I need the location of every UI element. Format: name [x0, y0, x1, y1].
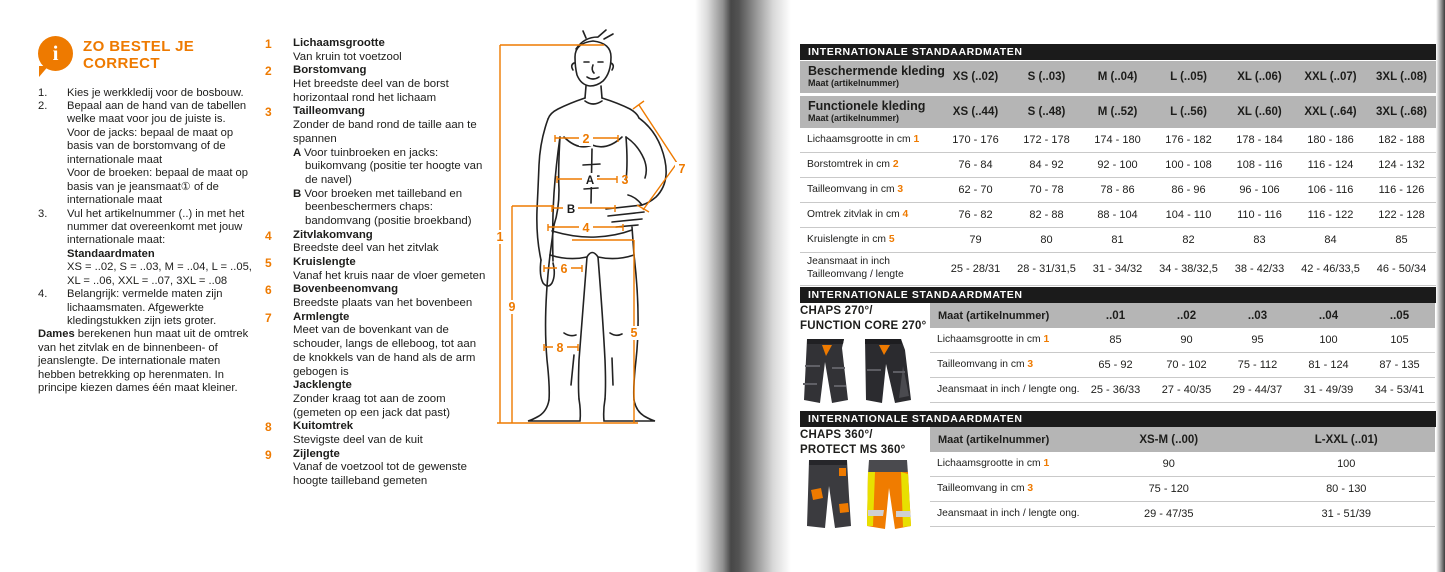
table-row	[800, 128, 1437, 153]
figure-label-5: 5	[630, 326, 638, 340]
chaps-270-sizes-table	[930, 303, 1435, 403]
measure-item	[265, 64, 487, 105]
size-column-header: ..01	[1105, 309, 1126, 322]
size-value: 116 - 126	[1378, 184, 1425, 196]
chaps-360-product-title	[800, 428, 905, 458]
measure-item	[265, 448, 487, 489]
measure-number: 7	[265, 310, 272, 325]
measure-sub: A Voor tuinbroeken en jacks: buikomvang (positie ter hoogte van de navel)	[293, 146, 483, 186]
measure-body	[293, 105, 487, 228]
size-value: 90	[1162, 458, 1175, 470]
instruction-line: Belangrijk: vermelde maten zijn lichaamsmaten. Afgewerkte kledingstukken zijn iets groter.	[67, 288, 223, 328]
size-value: 29 - 44/37	[1232, 384, 1283, 396]
size-value: 106 - 116	[1307, 184, 1354, 196]
measure-name: Kruislengte	[293, 256, 356, 268]
row-label-text: Tailleomvang in cm	[937, 482, 1025, 494]
table-row	[930, 353, 1435, 378]
measure-description: Vanaf het kruis naar de vloer gemeten	[293, 269, 486, 282]
measure-sub: B Voor broeken met tailleband en beenbeschermers chaps: bandomvang (positie broekband)	[293, 187, 472, 227]
instruction-line: XS = ..02, S = ..03, M = ..04, L = ..05, XL = ..06, XXL = ..07, 3XL = ..08	[67, 261, 252, 287]
table-header-row	[800, 61, 1437, 93]
size-column-header: XS (..44)	[952, 106, 999, 118]
size-column-header: 3XL (..08)	[1376, 71, 1427, 83]
size-column-header: XS-M (..00)	[1139, 433, 1199, 446]
row-label	[930, 356, 1080, 375]
size-value: 116 - 124	[1307, 159, 1354, 171]
measure-description: Meet van de bovenkant van de schouder, langs de elleboog, tot aan de knokkels van de hand als de arm gebogen is	[293, 324, 477, 378]
table1-title-bar: INTERNATIONALE STANDAARDMATEN	[800, 44, 1437, 60]
measure-ref-number: 1	[1040, 333, 1050, 345]
size-column-header: ..04	[1318, 309, 1339, 322]
size-column-header: 3XL (..68)	[1376, 106, 1427, 118]
figure-label-4: 4	[582, 221, 590, 235]
size-value: 82	[1182, 234, 1195, 246]
size-value: 90	[1180, 334, 1193, 346]
how-to-order-section	[38, 36, 254, 396]
measure-item	[265, 37, 487, 64]
measure-name: Zitvlakomvang	[293, 228, 373, 241]
instruction-item	[38, 87, 254, 100]
row-label-text2: Tailleomvang / lengte	[807, 268, 904, 280]
size-value: 38 - 42/33	[1234, 262, 1285, 275]
row-label	[800, 181, 940, 200]
row-label-text: Kruislengte in cm	[807, 233, 886, 245]
size-column-header: L (..05)	[1170, 71, 1207, 83]
instruction-text	[67, 100, 254, 208]
instruction-number: 1.	[38, 86, 48, 99]
measure-description: Breedste deel van het zitvlak	[293, 242, 439, 255]
row-label-text: Lichaamsgrootte in cm	[807, 133, 911, 145]
page-title-line1: ZO BESTEL JE	[83, 38, 195, 55]
size-value: 96 - 106	[1239, 184, 1280, 196]
size-value: 95	[1251, 334, 1264, 346]
measure-number: 1	[265, 37, 272, 51]
measure-number: 2	[265, 64, 272, 79]
dames-note-lead: Dames	[38, 328, 75, 341]
measure-body	[293, 311, 487, 421]
measure-number: 4	[265, 228, 272, 243]
standard-sizes-table	[800, 61, 1437, 286]
size-value: 78 - 86	[1100, 184, 1135, 196]
trouser-hivis-view	[867, 460, 911, 529]
measure-sub-letter: A	[293, 146, 304, 159]
trouser-dark-view	[807, 460, 851, 528]
measure-body	[293, 229, 487, 256]
page-title	[83, 36, 194, 73]
table-header-label: Maat (artikelnummer)	[938, 309, 1050, 322]
row-label-text: Jeansmaat in inch	[807, 256, 890, 267]
size-value: 76 - 84	[958, 159, 993, 171]
measure-name: Jacklengte	[293, 379, 352, 392]
row-label	[930, 505, 1080, 524]
row-label	[930, 331, 1080, 350]
measure-ref-number: 1	[910, 133, 920, 145]
size-column-header: M (..04)	[1097, 71, 1138, 83]
measure-description: Het breedste deel van de borst horizontaal rond het lichaam	[293, 78, 449, 104]
page-right-edge-shadow	[1436, 0, 1445, 572]
size-value: 70 - 78	[1029, 184, 1064, 196]
size-value: 25 - 36/33	[1090, 384, 1141, 396]
chaps-360-sizes-table	[930, 427, 1435, 527]
size-value: 83	[1253, 234, 1266, 246]
page-title-line2: CORRECT	[83, 54, 160, 72]
measure-body	[293, 37, 487, 64]
measure-ref-number: 1	[1040, 457, 1050, 469]
size-value: 105	[1390, 334, 1409, 346]
size-value: 85	[1109, 334, 1122, 346]
row-label	[930, 480, 1080, 499]
row-label	[800, 156, 940, 175]
size-column-header: L (..56)	[1170, 106, 1207, 118]
size-value: 124 - 132	[1378, 159, 1425, 171]
table-row	[930, 452, 1435, 477]
size-value: 75 - 120	[1148, 483, 1189, 495]
size-value: 34 - 38/32,5	[1159, 262, 1218, 275]
figure-label-A: A	[585, 175, 595, 187]
measure-item	[265, 283, 487, 310]
figure-label-B: B	[566, 204, 576, 216]
info-icon	[38, 36, 73, 71]
size-value: 100	[1337, 458, 1356, 470]
instruction-line: Bepaal aan de hand van de tabellen welke maat voor jou de juiste is.	[67, 100, 247, 126]
measure-number: 3	[265, 105, 272, 120]
size-value: 65 - 92	[1098, 359, 1133, 371]
measure-name: Bovenbeenomvang	[293, 283, 399, 296]
size-value: 27 - 40/35	[1161, 384, 1212, 396]
size-value: 76 - 82	[958, 209, 993, 221]
measure-item	[265, 311, 487, 421]
measure-name: Zijlengte	[293, 447, 340, 460]
size-value: 70 - 102	[1166, 359, 1207, 371]
instruction-number: 2.	[38, 100, 48, 113]
row-label-text: Omtrek zitvlak in cm	[807, 208, 900, 220]
row-label	[800, 206, 940, 225]
ordering-instructions-list	[38, 87, 254, 329]
instruction-text	[67, 288, 254, 328]
chaps-360-title-line1: CHAPS 360°/	[800, 429, 873, 441]
row-label	[930, 455, 1080, 474]
size-value: 84 - 92	[1029, 159, 1064, 171]
size-column-header: ..02	[1176, 309, 1197, 322]
table-header-label	[800, 100, 940, 124]
table-header-row	[930, 427, 1435, 452]
instruction-item	[38, 208, 254, 289]
instruction-line: Voor de jacks: bepaal de maat op basis van de borstomvang of de internationale maat	[67, 126, 234, 166]
instruction-item	[38, 288, 254, 328]
size-value: 81	[1111, 234, 1124, 246]
size-column-header: L-XXL (..01)	[1314, 433, 1378, 446]
row-label	[800, 253, 940, 285]
size-value: 92 - 100	[1097, 159, 1138, 171]
measure-name: Armlengte	[293, 310, 350, 323]
row-label-text: Tailleomvang in cm	[937, 358, 1025, 370]
measure-description: Stevigste deel van de kuit	[293, 433, 423, 446]
instruction-line: Standaardmaten	[67, 247, 155, 260]
measure-description: Vanaf de voetzool tot de gewenste hoogte tailleband gemeten	[293, 461, 467, 487]
size-column-header: ..05	[1389, 309, 1410, 322]
table3-title-bar: INTERNATIONALE STANDAARDMATEN	[800, 411, 1437, 427]
measure-ref-number: 3	[894, 183, 904, 195]
measure-number: 8	[265, 420, 272, 435]
measure-number: 9	[265, 447, 272, 462]
size-column-header: XXL (..07)	[1304, 71, 1357, 83]
table-row	[930, 477, 1435, 502]
row-label	[800, 231, 940, 250]
size-value: 31 - 51/39	[1321, 508, 1372, 520]
size-value: 108 - 116	[1236, 159, 1283, 171]
info-icon-glyph: i	[52, 40, 59, 65]
table-row	[930, 502, 1435, 527]
size-value: 31 - 34/32	[1092, 262, 1143, 275]
row-label-text: Lichaamsgrootte in cm	[937, 333, 1041, 345]
chaps-270-image-svg	[799, 336, 917, 406]
size-value: 86 - 96	[1171, 184, 1206, 196]
figure-label-8: 8	[556, 341, 564, 355]
table-header-label	[800, 64, 945, 89]
measure-item	[265, 229, 487, 256]
size-value: 82 - 88	[1029, 209, 1064, 221]
size-column-header: ..03	[1247, 309, 1268, 322]
measure-sub-letter: B	[293, 187, 305, 200]
table-row	[800, 203, 1437, 228]
size-value: 31 - 49/39	[1303, 384, 1354, 396]
table2-title-bar: INTERNATIONALE STANDAARDMATEN	[800, 287, 1437, 303]
size-value: 104 - 110	[1165, 209, 1212, 221]
size-value: 170 - 176	[952, 134, 999, 146]
chaps-270-title-line2: FUNCTION CORE 270°	[800, 319, 927, 332]
instruction-line: Voor de broeken: bepaal de maat op basis van je jeansmaat① of de internationale maat	[67, 167, 248, 207]
table-row	[800, 253, 1437, 286]
table-header-row	[800, 96, 1437, 128]
instruction-line: Vul het artikelnummer (..) in met het nummer dat overeenkomt met jouw internationale maat:	[67, 207, 245, 247]
size-value: 62 - 70	[958, 184, 993, 196]
size-column-header: XL (..06)	[1237, 71, 1282, 83]
figure-label-7: 7	[678, 162, 686, 176]
header-title: Beschermende kleding	[808, 64, 945, 79]
row-label-text: Jeansmaat in inch / lengte ong.	[937, 507, 1080, 519]
size-value: 80 - 130	[1326, 483, 1367, 495]
size-value: 34 - 53/41	[1374, 384, 1425, 396]
measure-number: 6	[265, 283, 272, 298]
row-label	[800, 131, 940, 150]
size-column-header: M (..52)	[1097, 106, 1138, 118]
measure-ref-number: 2	[889, 158, 899, 170]
figure-label-3: 3	[621, 173, 629, 187]
table-row	[800, 153, 1437, 178]
figure-label-6: 6	[560, 262, 568, 276]
instruction-number: 4.	[38, 288, 48, 301]
table-header-row	[930, 303, 1435, 328]
instruction-item	[38, 100, 254, 208]
chaps-360-title-line2: PROTECT MS 360°	[800, 443, 906, 456]
measure-ref-number: 3	[1024, 482, 1034, 494]
size-value: 180 - 186	[1307, 134, 1354, 146]
measure-name: Lichaamsgrootte	[293, 37, 385, 49]
table-row	[800, 228, 1437, 253]
instruction-text	[67, 208, 254, 289]
header-subtitle: Maat (artikelnummer)	[808, 112, 900, 123]
chaps-360-image-svg	[799, 456, 921, 532]
measure-ref-number: 5	[885, 233, 895, 245]
size-value: 110 - 116	[1237, 209, 1282, 221]
measure-name: Borstomvang	[293, 64, 367, 77]
figure-label-9: 9	[508, 300, 516, 314]
row-label-text: Borstomtrek in cm	[807, 158, 890, 170]
instruction-line: Kies je werkkledij voor de bosbouw.	[67, 86, 244, 99]
size-value: 172 - 178	[1023, 134, 1070, 146]
instruction-text	[67, 87, 254, 100]
size-value: 116 - 122	[1307, 209, 1354, 221]
figure-label-1: 1	[496, 230, 504, 244]
size-value: 176 - 182	[1165, 134, 1212, 146]
measure-number: 5	[265, 256, 272, 270]
section-header	[38, 36, 254, 73]
measure-body	[293, 283, 487, 310]
chaps-360-product-image	[799, 456, 921, 537]
size-value: 29 - 47/35	[1143, 508, 1194, 520]
measure-description: Van kruin tot voetzool	[293, 50, 402, 63]
measure-item	[265, 420, 487, 447]
row-label	[930, 381, 1080, 400]
size-value: 174 - 180	[1094, 134, 1141, 146]
row-label-text: Jeansmaat in inch / lengte ong.	[937, 383, 1080, 395]
measure-description: Zonder de band rond de taille aan te spannen	[293, 119, 477, 145]
dames-note	[38, 328, 254, 395]
instruction-number: 3.	[38, 207, 48, 220]
chaps-270-title-line1: CHAPS 270°/	[800, 305, 873, 317]
chaps-270-product-title	[800, 304, 926, 334]
body-measurement-diagram	[486, 25, 708, 437]
size-column-header: S (..03)	[1027, 71, 1066, 83]
measure-item	[265, 256, 487, 283]
size-value: 25 - 28/31	[950, 262, 1001, 275]
table-row	[930, 378, 1435, 403]
page-spine-shadow	[695, 0, 795, 572]
row-label-text: Lichaamsgrootte in cm	[937, 457, 1041, 469]
figure-label-2: 2	[582, 132, 590, 146]
size-value: 81 - 124	[1308, 359, 1349, 371]
header-title: Functionele kleding	[808, 99, 926, 114]
size-column-header: XL (..60)	[1237, 106, 1282, 118]
measure-body	[293, 420, 487, 447]
measure-ref-number: 4	[899, 208, 909, 220]
size-value: 178 - 184	[1236, 134, 1283, 146]
table-row	[800, 178, 1437, 203]
size-value: 85	[1395, 234, 1408, 246]
size-value: 88 - 104	[1097, 209, 1138, 221]
measure-body	[293, 64, 487, 105]
size-value: 75 - 112	[1237, 359, 1278, 371]
measure-body	[293, 256, 487, 283]
size-value: 87 - 135	[1379, 359, 1420, 371]
chaps-270-product-image	[799, 336, 917, 411]
chap-front-view	[803, 339, 848, 403]
size-value: 122 - 128	[1378, 209, 1425, 221]
chap-side-view	[865, 339, 911, 403]
measure-body	[293, 448, 487, 489]
human-figure-outline	[528, 30, 666, 421]
table-row	[930, 328, 1435, 353]
measure-ref-number: 3	[1024, 358, 1034, 370]
size-value: 79	[969, 234, 982, 246]
row-label-text: Tailleomvang in cm	[807, 183, 895, 195]
size-value: 80	[1040, 234, 1053, 246]
size-value: 42 - 46/33,5	[1301, 262, 1360, 275]
measure-name: Tailleomvang	[293, 105, 365, 118]
measure-name: Kuitomtrek	[293, 420, 354, 433]
measure-item	[265, 105, 487, 228]
size-value: 84	[1324, 234, 1337, 246]
size-value: 46 - 50/34	[1376, 262, 1427, 275]
size-value: 28 - 31/31,5	[1017, 262, 1076, 275]
size-value: 182 - 188	[1378, 134, 1425, 146]
measure-description: Breedste plaats van het bovenbeen	[293, 297, 473, 310]
header-subtitle: Maat (artikelnummer)	[808, 77, 900, 88]
dames-note-text: berekenen hun maat uit de omtrek van het zitvlak en de binnenbeen- of jeanslengte. De internationale maten hebben betrekking op herenmaten. In principe kiezen dames één maat kleiner.	[38, 328, 249, 395]
measure-description: Zonder kraag tot aan de zoom (gemeten op een jack dat past)	[293, 392, 451, 419]
measurement-definitions-list	[265, 37, 487, 489]
size-column-header: S (..48)	[1027, 106, 1066, 118]
table-header-label: Maat (artikelnummer)	[938, 433, 1050, 446]
size-value: 100	[1319, 334, 1338, 346]
size-column-header: XXL (..64)	[1304, 106, 1357, 118]
size-value: 100 - 108	[1165, 159, 1212, 171]
body-figure-svg	[486, 25, 708, 437]
size-column-header: XS (..02)	[952, 71, 999, 83]
